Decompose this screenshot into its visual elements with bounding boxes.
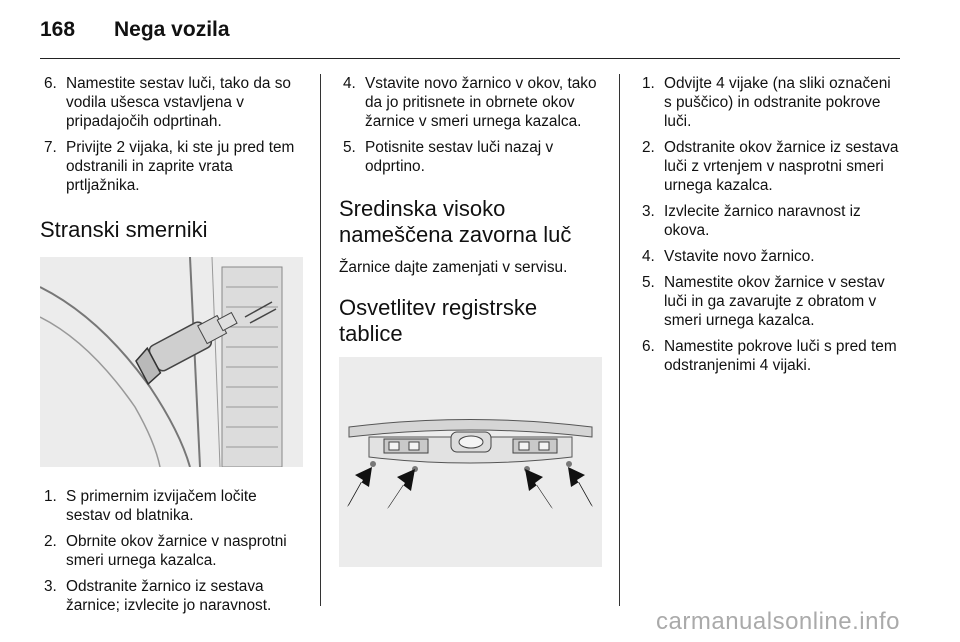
list-item: 2. Obrnite okov žarnice v nasprotni smeri urnega kazalca.: [44, 533, 287, 569]
steps-list-top: [40, 74, 304, 195]
page-number: 168: [40, 18, 76, 41]
license-plate-illustration: [339, 357, 602, 567]
column-1: [40, 74, 304, 622]
steps-list-bottom: [40, 487, 304, 615]
list-item: 4. Vstavite novo žarnico v okov, tako da jo pritisnete in obrnete okov žarnice v smeri urnega kazalca.: [343, 75, 597, 130]
section-heading-side-indicators: Stranski smerniki: [40, 217, 208, 242]
list-item: 7. Privijte 2 vijaka, ki ste ju pred tem odstranili in zaprite vrata prtljažnika.: [44, 139, 295, 194]
column-divider-1: [320, 74, 321, 606]
section-heading-brake-light: Sredinska visoko nameščena zavorna luč: [339, 196, 572, 247]
page-header: [40, 14, 230, 46]
watermark: carmanualsonline.info: [656, 608, 900, 635]
list-item: 6. Namestite sestav luči, tako da so vodila ušesca vstavljena v pripadajočih odprtinah.: [44, 75, 291, 130]
list-item: 3. Odstranite žarnico iz sestava žarnice; izvlecite jo naravnost.: [44, 578, 272, 614]
side-indicator-illustration: [40, 257, 303, 467]
figure-side-indicator: [40, 257, 303, 467]
column-3: [638, 74, 902, 382]
list-item: 2. Odstranite okov žarnice iz sestava luči z vrtenjem v nasprotni smeri urnega kazalca.: [642, 139, 899, 194]
list-item: 1. Odvijte 4 vijake (na sliki označeni s puščico) in odstranite pokrove luči.: [642, 75, 891, 130]
list-item: 5. Potisnite sestav luči nazaj v odprtino.: [343, 139, 554, 175]
list-item: 4. Vstavite novo žarnico.: [642, 248, 815, 265]
steps-list: [339, 74, 603, 176]
list-item: 3. Izvlecite žarnico naravnost iz okova.: [642, 203, 861, 239]
column-divider-2: [619, 74, 620, 606]
list-item: 1. S primernim izvijačem ločite sestav od blatnika.: [44, 488, 257, 524]
page-title: Nega vozila: [114, 18, 230, 41]
list-item: 5. Namestite okov žarnice v sestav luči in ga zavarujte z obratom v smeri urnega kazalca.: [642, 274, 885, 329]
brake-light-note: Žarnice dajte zamenjati v servisu.: [339, 259, 568, 276]
section-heading-license-plate: Osvetlitev registrske tablice: [339, 295, 538, 346]
list-item: 6. Namestite pokrove luči s pred tem odstranjenimi 4 vijaki.: [642, 338, 897, 374]
steps-list: [638, 74, 902, 375]
figure-license-plate-light: [339, 357, 602, 567]
column-2: [339, 74, 603, 567]
header-rule: [40, 58, 900, 59]
